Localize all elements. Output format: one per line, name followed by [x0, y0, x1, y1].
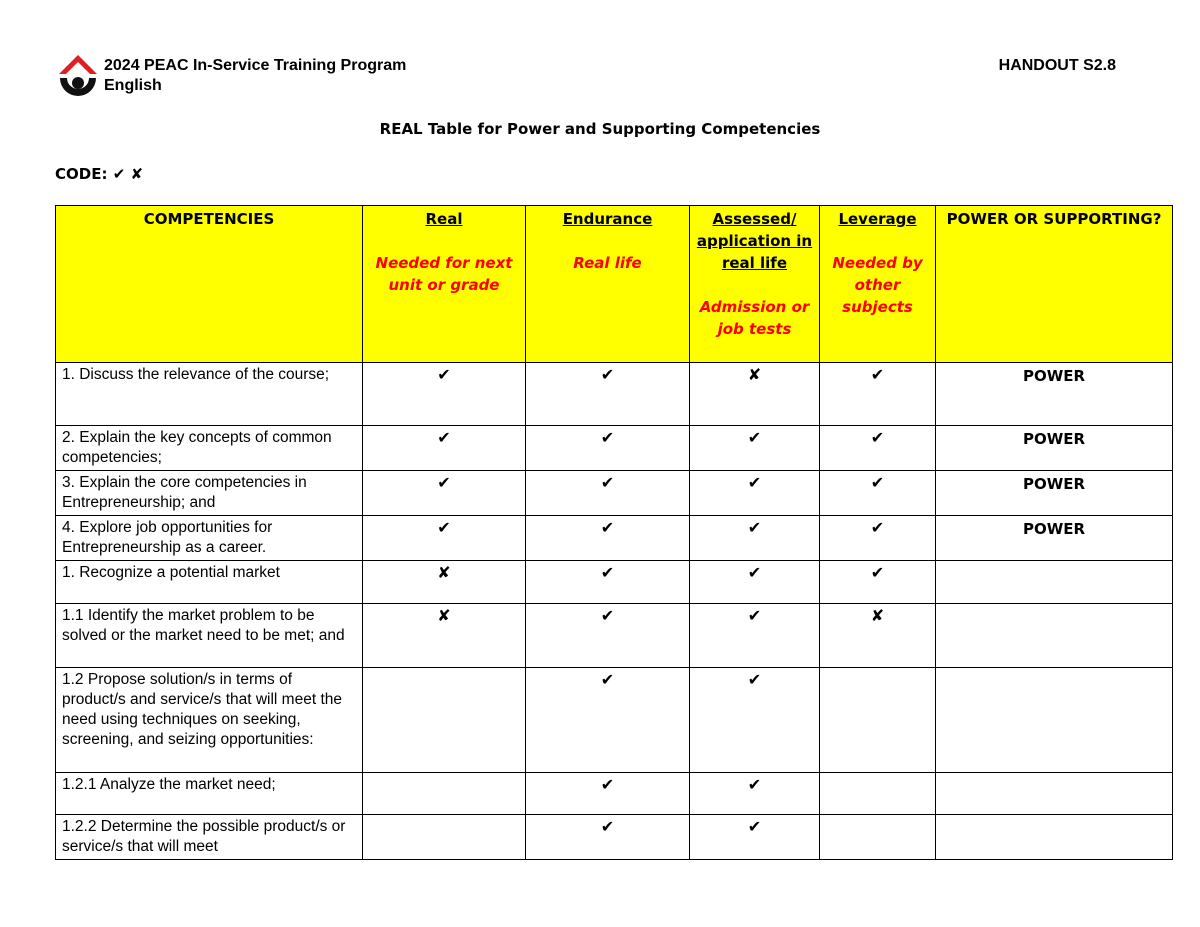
real-mark: ✔	[363, 471, 526, 516]
competency-cell: 1. Recognize a potential market	[56, 561, 363, 604]
competency-cell: 1.2.1 Analyze the market need;	[56, 773, 363, 815]
header-competencies: COMPETENCIES	[56, 206, 363, 363]
leverage-mark	[820, 773, 936, 815]
power-label: POWER	[936, 426, 1173, 471]
endurance-mark: ✔	[526, 516, 690, 561]
power-label	[936, 815, 1173, 860]
leverage-mark: ✔	[820, 363, 936, 426]
code-legend	[55, 165, 143, 183]
assessed-mark: ✔	[690, 426, 820, 471]
header-leverage: Leverage Needed by other subjects	[820, 206, 936, 363]
table-row	[56, 773, 1173, 815]
power-label	[936, 668, 1173, 773]
header-real: Real Needed for next unit or grade	[363, 206, 526, 363]
real-mark	[363, 668, 526, 773]
real-mark: ✔	[363, 363, 526, 426]
competency-cell: 4. Explore job opportunities for Entrepreneurship as a career.	[56, 516, 363, 561]
real-table	[55, 205, 1173, 860]
power-label	[936, 604, 1173, 668]
competency-cell: 1.2.2 Determine the possible product/s or service/s that will meet	[56, 815, 363, 860]
real-mark: ✔	[363, 516, 526, 561]
real-mark	[363, 815, 526, 860]
power-label	[936, 773, 1173, 815]
endurance-mark: ✔	[526, 426, 690, 471]
endurance-mark: ✔	[526, 471, 690, 516]
leverage-mark: ✘	[820, 604, 936, 668]
assessed-mark: ✔	[690, 471, 820, 516]
endurance-mark: ✔	[526, 363, 690, 426]
endurance-mark: ✔	[526, 773, 690, 815]
endurance-mark: ✔	[526, 815, 690, 860]
table-row	[56, 516, 1173, 561]
header-assessed: Assessed/ application in real life Admission or job tests	[690, 206, 820, 363]
program-title: 2024 PEAC In-Service Training Program	[104, 57, 407, 74]
check-icon: ✔	[112, 165, 126, 183]
endurance-mark: ✔	[526, 668, 690, 773]
code-label: CODE:	[55, 165, 108, 183]
real-mark: ✔	[363, 426, 526, 471]
assessed-mark: ✔	[690, 604, 820, 668]
assessed-mark: ✔	[690, 773, 820, 815]
header-endurance: Endurance Real life	[526, 206, 690, 363]
leverage-mark: ✔	[820, 516, 936, 561]
table-row	[56, 363, 1173, 426]
endurance-mark: ✔	[526, 604, 690, 668]
peac-logo	[56, 54, 100, 98]
real-mark	[363, 773, 526, 815]
table-row	[56, 471, 1173, 516]
table-header-row	[56, 206, 1173, 363]
real-mark: ✘	[363, 604, 526, 668]
assessed-mark: ✘	[690, 363, 820, 426]
assessed-mark: ✔	[690, 516, 820, 561]
handout-label: HANDOUT S2.8	[998, 57, 1116, 74]
leverage-mark: ✔	[820, 561, 936, 604]
document-title: REAL Table for Power and Supporting Competencies	[379, 120, 821, 138]
real-mark: ✘	[363, 561, 526, 604]
power-label: POWER	[936, 363, 1173, 426]
header-power-or-supporting: POWER OR SUPPORTING?	[936, 206, 1173, 363]
leverage-mark	[820, 815, 936, 860]
assessed-mark: ✔	[690, 561, 820, 604]
power-label	[936, 561, 1173, 604]
assessed-mark: ✔	[690, 668, 820, 773]
cross-icon: ✘	[130, 165, 144, 183]
competency-cell: 2. Explain the key concepts of common competencies;	[56, 426, 363, 471]
assessed-mark: ✔	[690, 815, 820, 860]
power-label: POWER	[936, 516, 1173, 561]
table-row	[56, 815, 1173, 860]
table-row	[56, 426, 1173, 471]
competency-cell: 1.2 Propose solution/s in terms of product/s and service/s that will meet the need using techniques on seeking, screening, and seizing opportunities:	[56, 668, 363, 773]
competency-cell: 3. Explain the core competencies in Entrepreneurship; and	[56, 471, 363, 516]
subject-label: English	[104, 77, 162, 94]
competency-cell: 1. Discuss the relevance of the course;	[56, 363, 363, 426]
program-header	[104, 56, 406, 96]
table-row	[56, 561, 1173, 604]
leverage-mark: ✔	[820, 426, 936, 471]
leverage-mark	[820, 668, 936, 773]
power-label: POWER	[936, 471, 1173, 516]
leverage-mark: ✔	[820, 471, 936, 516]
endurance-mark: ✔	[526, 561, 690, 604]
table-row	[56, 604, 1173, 668]
table-row	[56, 668, 1173, 773]
competency-cell: 1.1 Identify the market problem to be solved or the market need to be met; and	[56, 604, 363, 668]
